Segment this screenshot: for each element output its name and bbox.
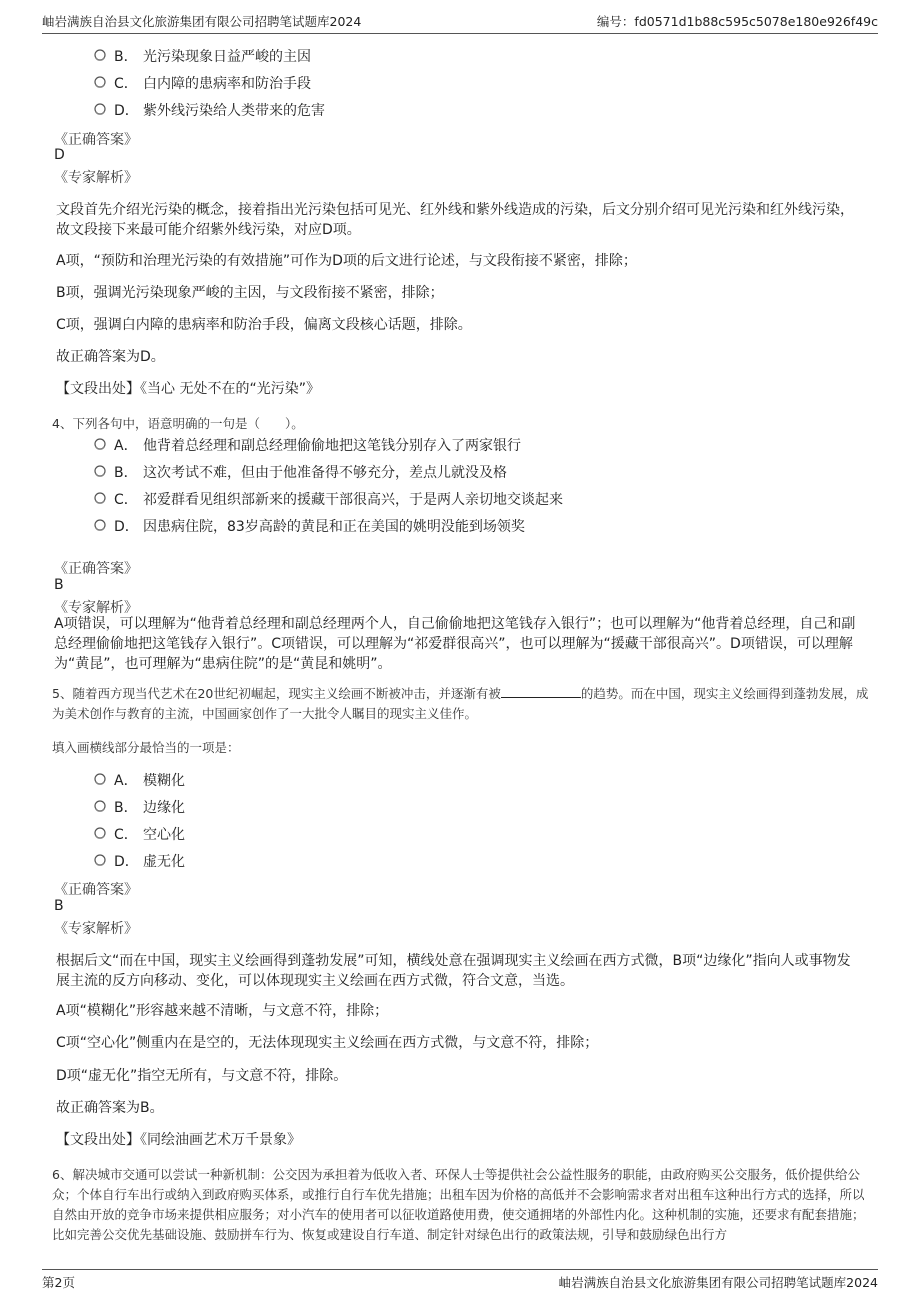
answer-value: D	[54, 147, 65, 163]
option-text: 紫外线污染给人类带来的危害	[143, 103, 325, 119]
source-citation: 【文段出处】《当心 无处不在的“光污染”》	[56, 381, 320, 397]
option-letter: D．	[114, 103, 139, 119]
answer-value: B	[54, 898, 64, 914]
question-stem	[52, 684, 872, 724]
option-text: 边缘化	[143, 800, 185, 816]
answer-label: 《正确答案》	[54, 882, 138, 898]
analysis-paragraph: 故正确答案为B。	[56, 1100, 164, 1116]
analysis-label: 《专家解析》	[54, 921, 138, 937]
analysis-paragraph: C项“空心化”侧重内在是空的，无法体现现实主义绘画在西方式微，与文意不符，排除；	[56, 1035, 599, 1051]
option-text: 空心化	[143, 827, 185, 843]
analysis-paragraph: A项错误，可以理解为“他背着总经理和副总经理两个人，自己偷偷地把这笔钱存入银行”；也可以理解为“他背着总经理，自己和副总经理偷偷地把这笔钱存入银行”。C项错误，可以理解为“祁爱群很高兴”，也可以理解为“援藏干部很高兴”。D项错误，可以理解为“黄昆”，也可理解为“患病住院”的是“黄昆和姚明”。	[54, 616, 856, 672]
analysis-paragraph: D项“虚无化”指空无所有，与文意不符，排除。	[56, 1068, 348, 1084]
analysis-paragraph: 文段首先介绍光污染的概念，接着指出光污染包括可见光、红外线和紫外线造成的污染，后文分别介绍可见光污染和红外线污染，故文段接下来最可能介绍紫外线污染，对应D项。	[56, 202, 854, 238]
header-divider	[42, 33, 878, 34]
option-letter: A．	[114, 773, 138, 789]
question-stem: 4、下列各句中，语意明确的一句是（ ）。	[52, 416, 304, 431]
option-letter: C．	[114, 492, 138, 508]
radio-icon[interactable]	[94, 827, 106, 839]
stem-text: 的趋势。而在中国，现实主义绘画得到蓬勃发展，成为美术创作与教育的主流，中国画家创作了一大批令人瞩目的现实主义佳作。	[52, 686, 869, 721]
footer-title: 岫岩满族自治县文化旅游集团有限公司招聘笔试题库2024	[558, 1275, 878, 1290]
radio-icon[interactable]	[94, 492, 106, 504]
analysis-paragraph: C项，强调白内障的患病率和防治手段，偏离文段核心话题，排除。	[56, 317, 472, 333]
radio-icon[interactable]	[94, 76, 106, 88]
analysis-paragraph: A项，“预防和治理光污染的有效措施”可作为D项的后文进行论述，与文段衔接不紧密，排除；	[56, 253, 637, 269]
option-text: 祁爱群看见组织部新来的援藏干部很高兴，于是两人亲切地交谈起来	[143, 492, 563, 508]
stem-text: 5、随着西方现当代艺术在20世纪初崛起，现实主义绘画不断被冲击，并逐渐有被	[52, 686, 501, 701]
answer-label: 《正确答案》	[54, 561, 138, 577]
option-letter: B．	[114, 800, 138, 816]
radio-icon[interactable]	[94, 800, 106, 812]
option-letter: C．	[114, 827, 138, 843]
analysis-paragraph: 故正确答案为D。	[56, 349, 165, 365]
radio-icon[interactable]	[94, 103, 106, 115]
radio-icon[interactable]	[94, 519, 106, 531]
option-text: 光污染现象日益严峻的主因	[143, 49, 311, 65]
analysis-paragraph: A项“模糊化”形容越来越不清晰，与文意不符，排除；	[56, 1003, 389, 1019]
option-letter: B．	[114, 49, 138, 65]
radio-icon[interactable]	[94, 49, 106, 61]
radio-icon[interactable]	[94, 438, 106, 450]
option-text: 白内障的患病率和防治手段	[143, 76, 311, 92]
option-letter: D．	[114, 854, 139, 870]
option-text: 他背着总经理和副总经理偷偷地把这笔钱分别存入了两家银行	[143, 438, 521, 454]
analysis-label: 《专家解析》	[54, 170, 138, 186]
analysis-paragraph: 根据后文“而在中国，现实主义绘画得到蓬勃发展”可知，横线处意在强调现实主义绘画在西方式微，B项“边缘化”指向人或事物发展主流的反方向移动、变化，可以体现现实主义绘画在西方式微，符合文意，当选。	[56, 953, 851, 989]
answer-blank	[501, 685, 581, 698]
answer-value: B	[54, 577, 64, 593]
option-text: 因患病住院，83岁高龄的黄昆和正在美国的姚明没能到场领奖	[143, 519, 525, 535]
page-header	[42, 12, 878, 32]
question-stem: 6、解决城市交通可以尝试一种新机制：公交因为承担着为低收入者、环保人士等提供社会公益性服务的职能，由政府购买公交服务，低价提供给公众；个体自行车出行或纳入到政府购买体系，或推行自行车优先措施；出租车因为价格的高低并不会影响需求者对出租车这种出行方式的选择，所以自然由开放的竞争市场来提供相应服务；对小汽车的使用者可以征收道路使用费，使交通拥堵的外部性内化。这种机制的实施，还要求有配套措施；比如完善公交优先基础设施、鼓励拼车行为、恢复或建设自行车道、制定针对绿色出行的政策法规，引导和鼓励绿色出行方	[52, 1167, 865, 1242]
question-prompt: 填入画横线部分最恰当的一项是：	[52, 740, 240, 755]
footer-divider	[42, 1269, 878, 1270]
option-text: 模糊化	[143, 773, 185, 789]
option-text: 虚无化	[143, 854, 185, 870]
header-code: 编号：fd0571d1b88c595c5078e180e926f49c	[596, 14, 878, 29]
radio-icon[interactable]	[94, 854, 106, 866]
page-number: 第2页	[42, 1275, 75, 1290]
option-letter: A．	[114, 438, 138, 454]
option-letter: D．	[114, 519, 139, 535]
option-letter: B．	[114, 465, 138, 481]
answer-label: 《正确答案》	[54, 132, 138, 148]
header-title: 岫岩满族自治县文化旅游集团有限公司招聘笔试题库2024	[42, 14, 362, 29]
radio-icon[interactable]	[94, 773, 106, 785]
option-letter: C．	[114, 76, 138, 92]
option-text: 这次考试不难，但由于他准备得不够充分，差点儿就没及格	[143, 465, 507, 481]
source-citation: 【文段出处】《同绘油画艺术万千景象》	[56, 1132, 301, 1148]
analysis-paragraph: B项，强调光污染现象严峻的主因，与文段衔接不紧密，排除；	[56, 285, 444, 301]
radio-icon[interactable]	[94, 465, 106, 477]
analysis-label: 《专家解析》	[54, 600, 138, 616]
